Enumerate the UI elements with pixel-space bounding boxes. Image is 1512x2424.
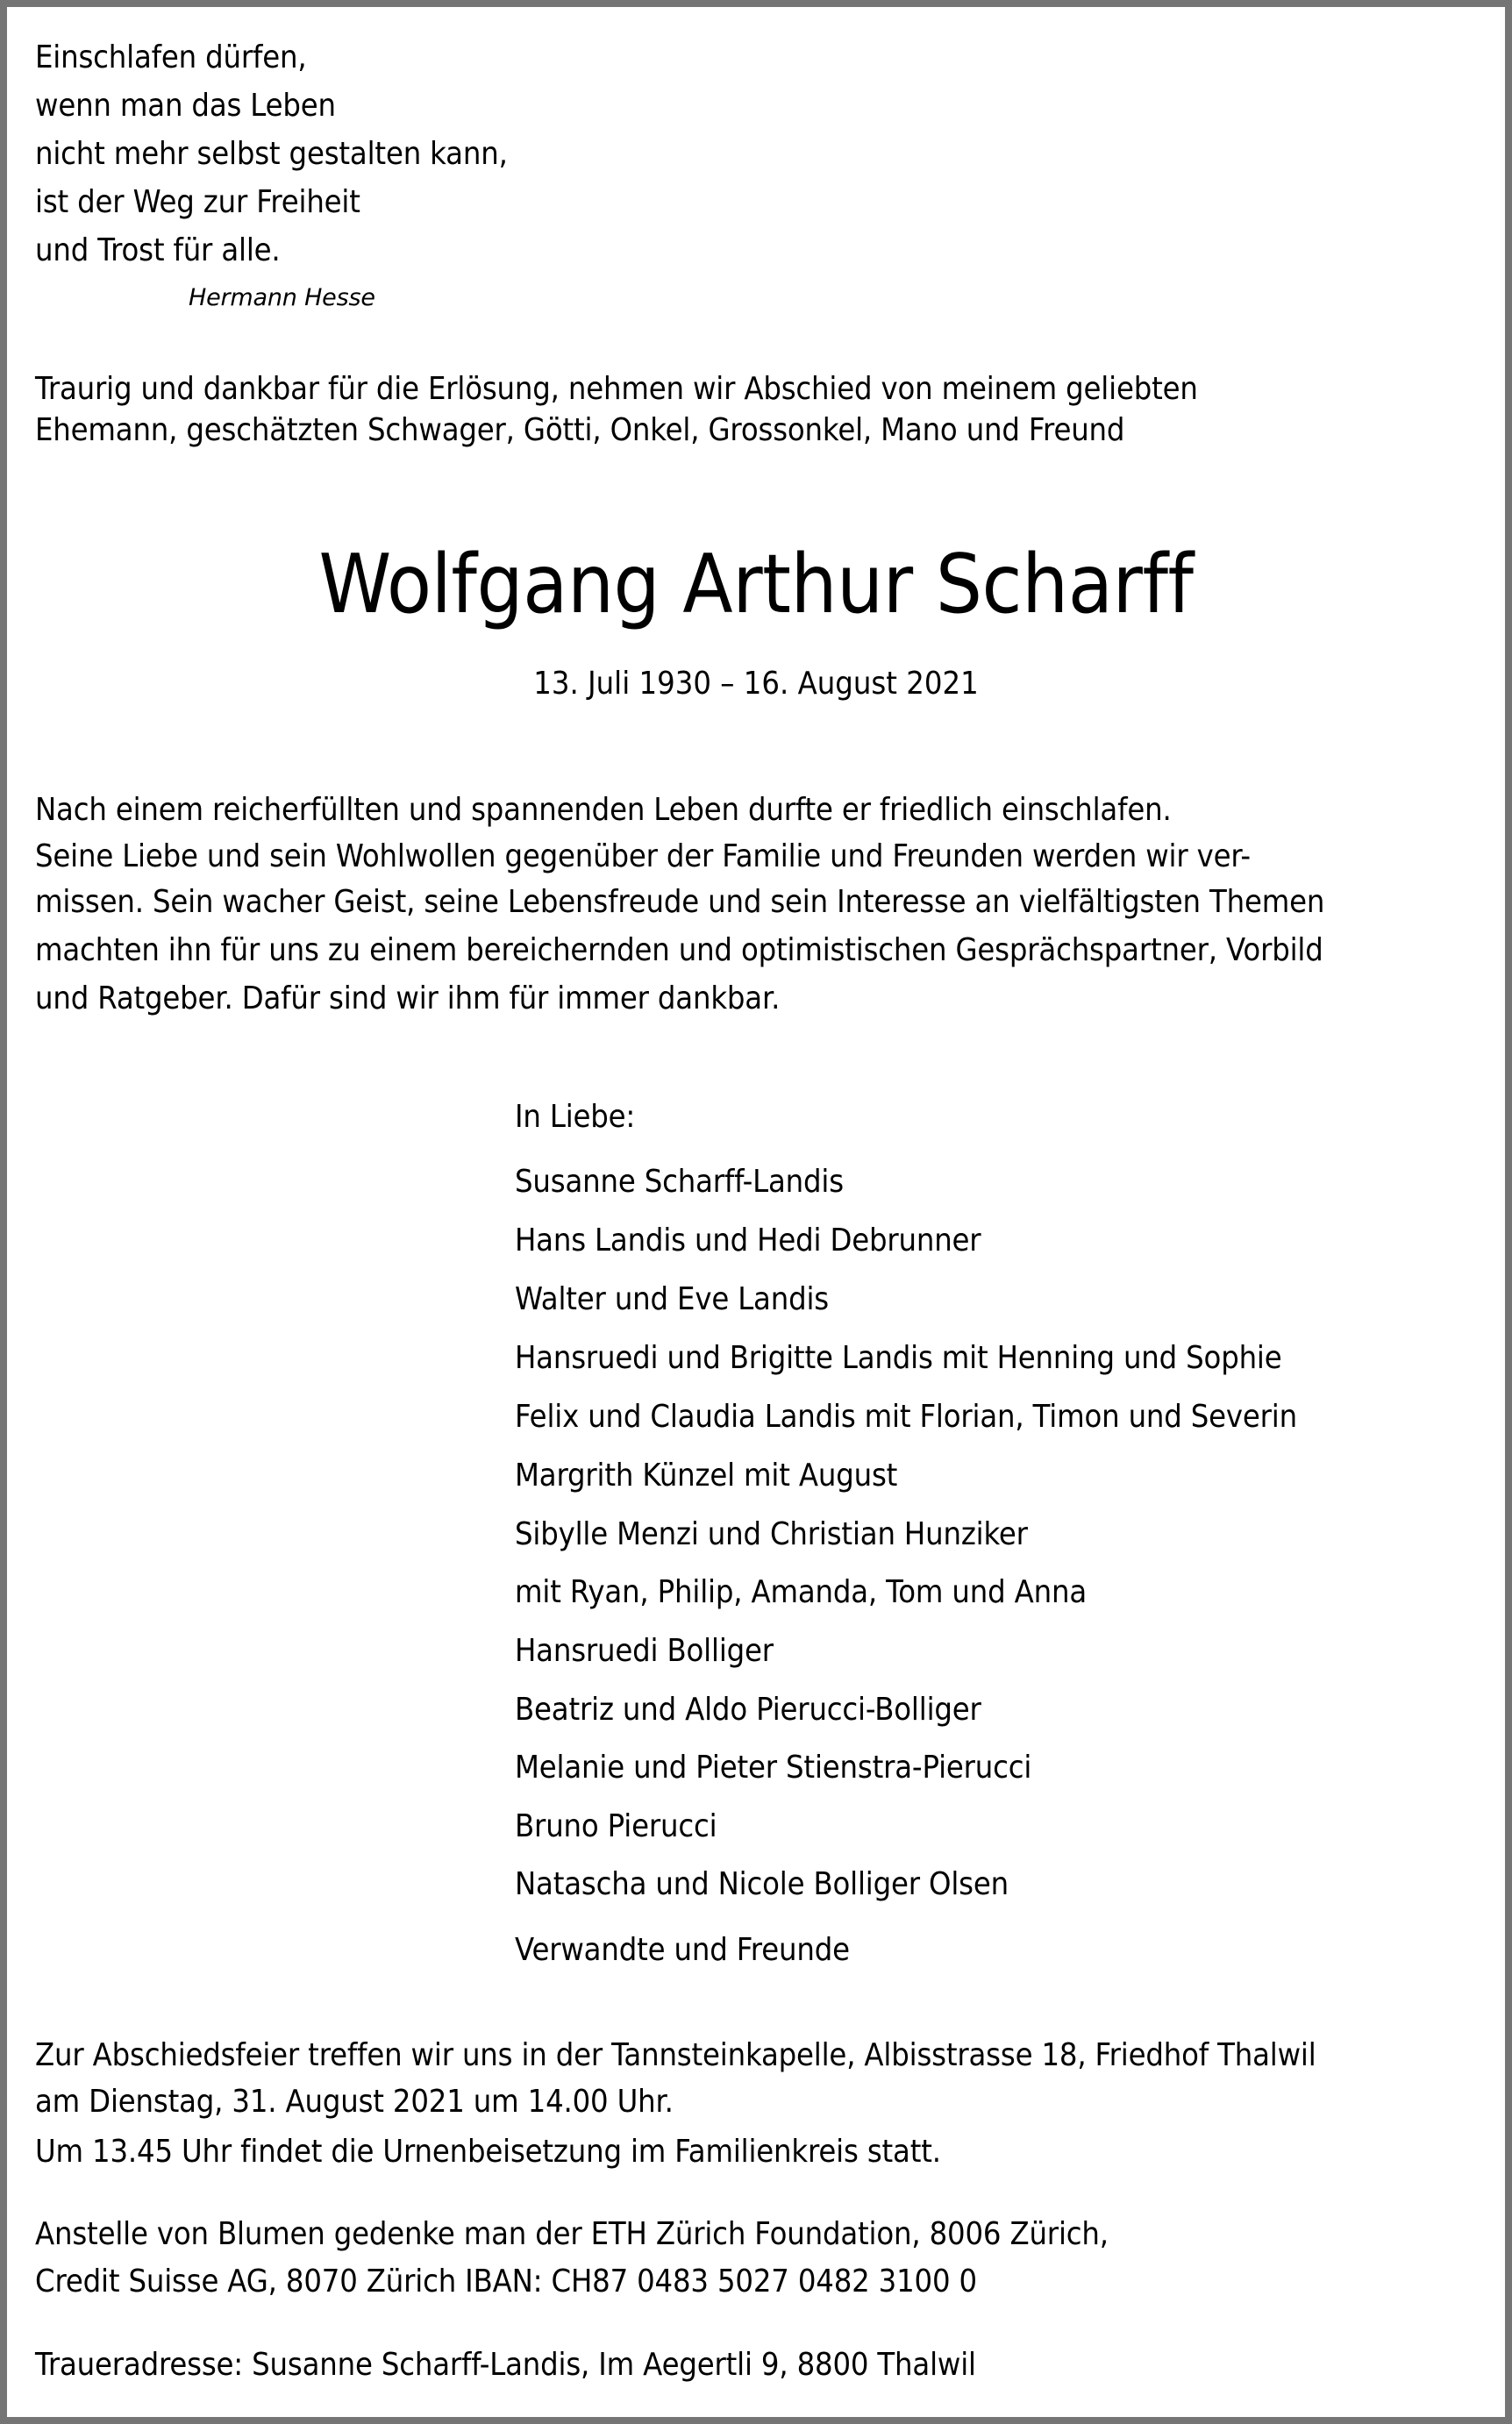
obituary-notice xyxy=(7,7,1505,2417)
intro-line: Traurig und dankbar für die Erlösung, nehmen wir Abschied von meinem geliebten xyxy=(35,371,1198,407)
mourning-address: Traueradresse: Susanne Scharff-Landis, Im Aegertli 9, 8800 Thalwil xyxy=(35,2347,976,2383)
tribute-line: machten ihn für uns zu einem bereichernden und optimistischen Gesprächspartner, Vorbild xyxy=(35,932,1323,968)
poem-author: Hermann Hesse xyxy=(189,284,375,311)
mourner-name: Melanie und Pieter Stienstra-Pierucci xyxy=(515,1750,1032,1786)
mourner-name: Beatriz und Aldo Pierucci-Bolliger xyxy=(515,1692,981,1728)
tribute-line: Seine Liebe und sein Wohlwollen gegenüber der Familie und Freunden werden wir ver- xyxy=(35,838,1251,874)
donation-line: Anstelle von Blumen gedenke man der ETH Zürich Foundation, 8006 Zürich, xyxy=(35,2216,1109,2252)
poem-line: Einschlafen dürfen, xyxy=(35,39,307,75)
donation-line: Credit Suisse AG, 8070 Zürich IBAN: CH87 0483 5027 0482 3100 0 xyxy=(35,2264,977,2299)
poem-line: nicht mehr selbst gestalten kann, xyxy=(35,136,508,172)
tribute-line: Nach einem reicherfüllten und spannenden Leben durfte er friedlich einschlafen. xyxy=(35,792,1172,828)
mourners-heading: In Liebe: xyxy=(515,1099,636,1135)
mourner-name: Susanne Scharff-Landis xyxy=(515,1164,844,1200)
ceremony-line: am Dienstag, 31. August 2021 um 14.00 Uhr. xyxy=(35,2084,674,2120)
mourner-name: Natascha und Nicole Bolliger Olsen xyxy=(515,1866,1009,1902)
mourner-name: Bruno Pierucci xyxy=(515,1808,717,1844)
mourners-closing: Verwandte und Freunde xyxy=(515,1932,850,1968)
tribute-line: und Ratgeber. Dafür sind wir ihm für immer dankbar. xyxy=(35,980,781,1016)
tribute-line: missen. Sein wacher Geist, seine Lebensfreude und sein Interesse an vielfältigsten Themen xyxy=(35,884,1325,920)
mourner-name: mit Ryan, Philip, Amanda, Tom und Anna xyxy=(515,1574,1088,1610)
mourner-name: Hansruedi Bolliger xyxy=(515,1633,774,1669)
poem-line: wenn man das Leben xyxy=(35,88,336,124)
poem-line: ist der Weg zur Freiheit xyxy=(35,184,360,220)
mourner-name: Hans Landis und Hedi Debrunner xyxy=(515,1223,981,1258)
ceremony-line: Um 13.45 Uhr findet die Urnenbeisetzung im Familienkreis statt. xyxy=(35,2134,941,2170)
mourner-name: Margrith Künzel mit August xyxy=(515,1458,898,1494)
ceremony-line: Zur Abschiedsfeier treffen wir uns in der Tannsteinkapelle, Albisstrasse 18, Friedhof Thalwil xyxy=(35,2037,1316,2073)
mourner-name: Felix und Claudia Landis mit Florian, Timon und Severin xyxy=(515,1399,1297,1435)
mourner-name: Sibylle Menzi und Christian Hunziker xyxy=(515,1516,1028,1552)
mourner-name: Hansruedi und Brigitte Landis mit Henning und Sophie xyxy=(515,1340,1282,1376)
mourner-name: Walter und Eve Landis xyxy=(515,1281,830,1317)
deceased-name: Wolfgang Arthur Scharff xyxy=(318,537,1194,631)
intro-line: Ehemann, geschätzten Schwager, Götti, Onkel, Grossonkel, Mano und Freund xyxy=(35,412,1125,448)
poem-line: und Trost für alle. xyxy=(35,232,281,268)
life-dates: 13. Juli 1930 – 16. August 2021 xyxy=(533,666,979,702)
